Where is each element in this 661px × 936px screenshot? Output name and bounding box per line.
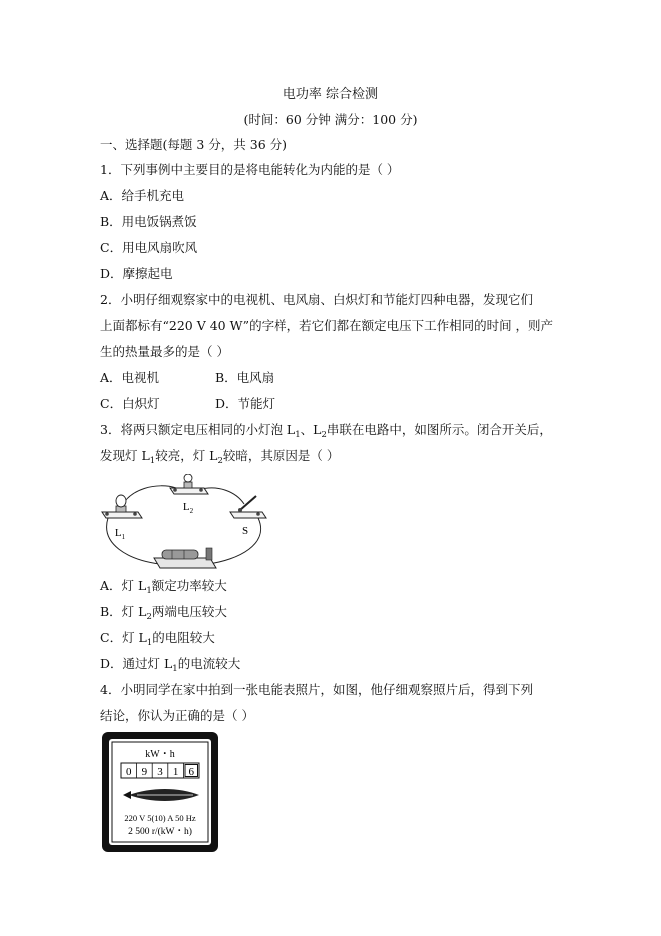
- q3-stem-line1: 3．将两只额定电压相同的小灯泡 $L_1$、$L_2$串联在电路中，如图所示。闭合开关后，: [100, 422, 552, 440]
- q2-option-d: D．节能灯: [215, 396, 276, 411]
- q1-option-c: C．用电风扇吹风: [100, 240, 198, 255]
- fig-label-l2: $L_2$: [182, 501, 194, 515]
- meter-digit: 6: [188, 766, 194, 778]
- energy-meter-figure: [101, 731, 219, 853]
- meter-digit: 3: [157, 766, 163, 778]
- q2-option-c: C．白炽灯: [100, 396, 160, 411]
- meter-digit: 1: [172, 766, 179, 778]
- q1-option-b: B．用电饭锅煮饭: [100, 214, 197, 229]
- q3-option-b: B．灯 $L_2$两端电压较大: [100, 604, 227, 622]
- q3-option-a: A．灯 $L_1$额定功率较大: [100, 578, 227, 596]
- q3-option-c: C．灯 $L_1$的电阻较大: [100, 630, 215, 648]
- q2-stem-line2: 上面都标有“220 V 40 W”的字样，若它们都在额定电压下工作相同的时间 ，则产: [100, 318, 554, 333]
- q2-stem-line1: 2．小明仔细观察家中的电视机、电风扇、白炽灯和节能灯四种电器，发现它们: [100, 292, 533, 307]
- meter-rev: 2 500 r/(kW・h): [128, 827, 192, 837]
- q1-stem: 1．下列事例中主要目的是将电能转化为内能的是（ ）: [100, 162, 400, 177]
- meter-spec: 220 V 5(10) A 50 Hz: [124, 813, 196, 823]
- q4-stem-line2: 结论，你认为正确的是（ ）: [100, 708, 254, 723]
- meter-digit: 0: [126, 766, 132, 778]
- q3-stem-line2: 发现灯 $L_1$较亮，灯 $L_2$较暗，其原因是（ ）: [100, 448, 340, 466]
- q3-option-d: D．通过灯 $L_1$的电流较大: [100, 656, 241, 674]
- meter-digit: 9: [141, 766, 148, 778]
- q2-stem-line3: 生的热量最多的是（ ）: [100, 344, 229, 359]
- fig-label-s: S: [241, 525, 249, 537]
- q1-option-a: A．给手机充电: [100, 188, 185, 203]
- q4-stem-line1: 4．小明同学在家中拍到一张电能表照片，如图，他仔细观察照片后，得到下列: [100, 682, 533, 697]
- section-heading: 一、选择题(每题 3 分，共 36 分): [100, 137, 288, 152]
- circuit-figure: [98, 474, 268, 574]
- q2-option-b: B．电风扇: [215, 370, 275, 385]
- q2-option-a: A．电视机: [100, 370, 160, 385]
- meter-unit: kW・h: [145, 749, 175, 760]
- fig-label-l1: $L_1$: [114, 527, 126, 541]
- q1-option-d: D．摩擦起电: [100, 266, 173, 281]
- exam-time-info: (时间：60 分钟 满分：100 分): [243, 112, 418, 127]
- document-title: 电功率 综合检测: [282, 87, 379, 102]
